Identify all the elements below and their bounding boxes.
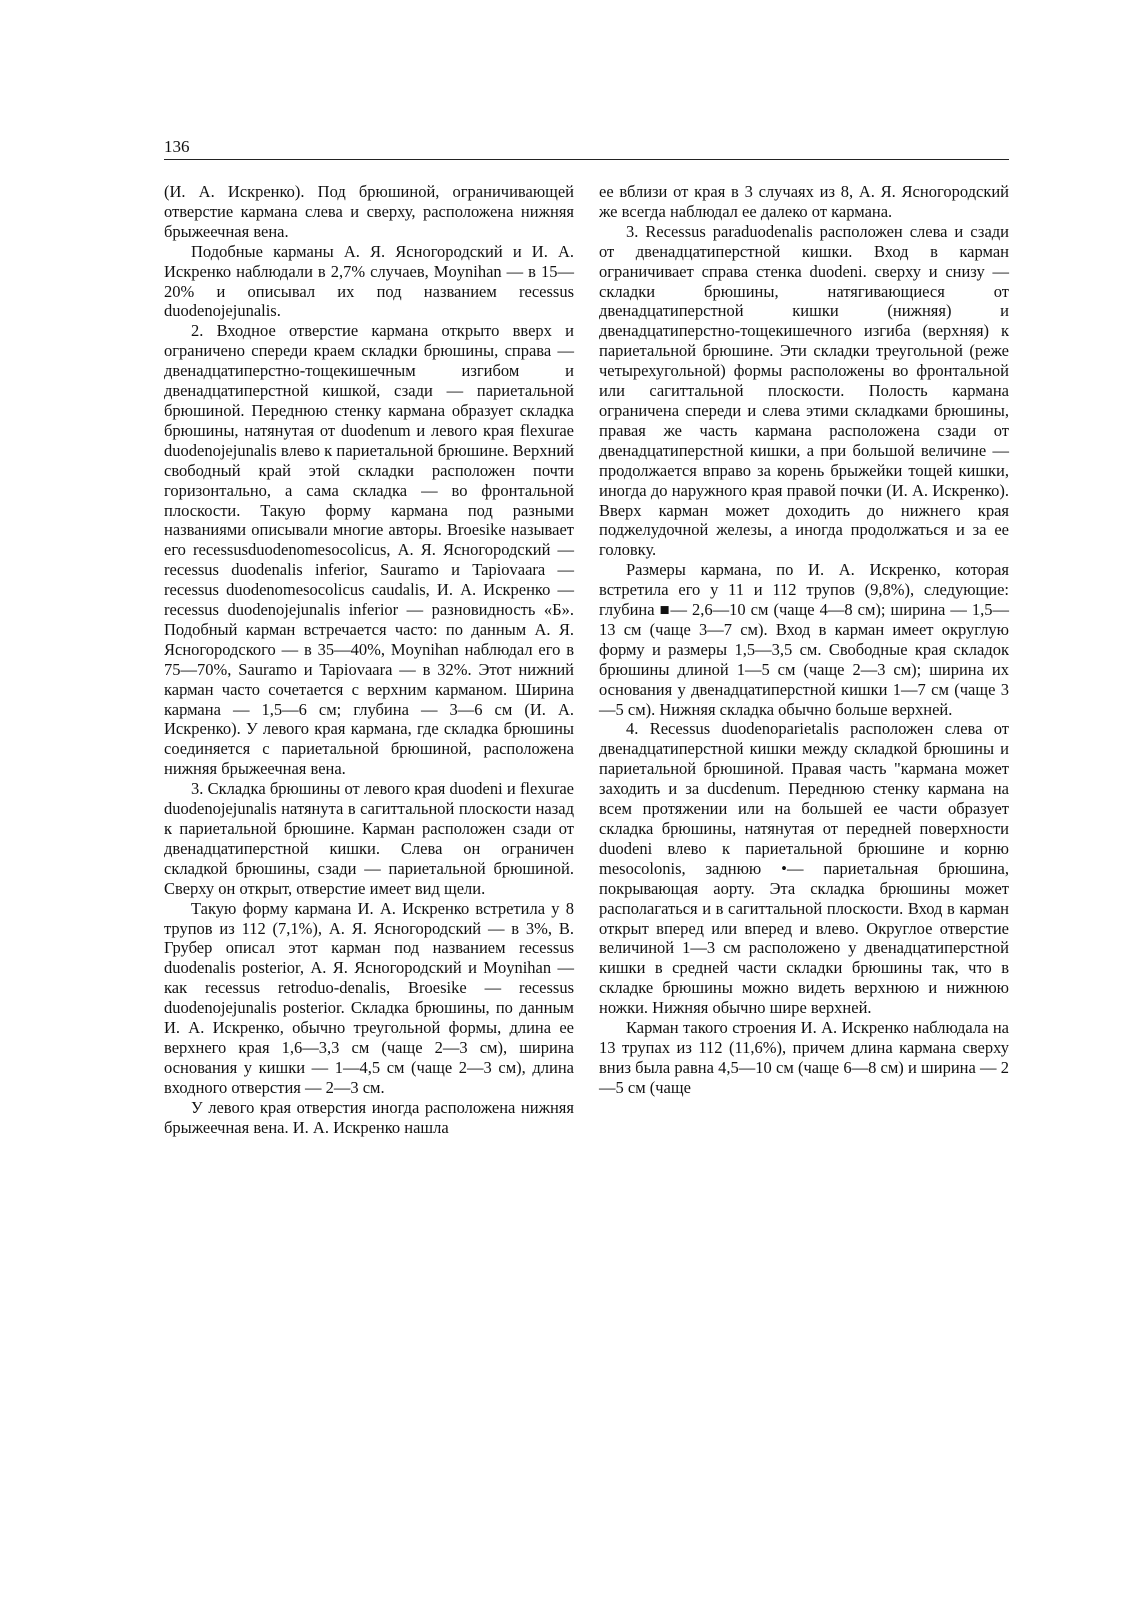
paragraph: 3. Recessus paraduodenalis расположен слева и сзади от двенадцатиперстной кишки. Вход в карман ограничивает справа стенка duodeni. сверху и снизу — складки брюшины, натягивающиеся от двенадцатиперстной кишки (нижняя) и двенадцатиперстно-тощекишечного изгиба (верхняя) к париетальной брюшине. Эти складки треугольной (реже четырехугольной) формы расположены во фронтальной или сагиттальной плоскости. Полость кармана ограничена спереди и слева этими складками брюшины, правая же часть кармана расположена сзади от двенадцатиперстной кишки, а при большой величине — продолжается вправо за корень брыжейки тощей кишки, иногда до наружного края правой почки (И. А. Искренко). Вверх карман может доходить до нижнего края поджелудочной железы, а иногда продолжаться и за ее головку. bbox=[599, 221, 1009, 560]
paragraph: У левого края отверстия иногда расположена нижняя брыжеечная вена. И. А. Искренко нашла bbox=[164, 1097, 574, 1137]
paragraph: 3. Складка брюшины от левого края duodeni и flexurae duodenojejunalis натянута в сагиттальной плоскости назад к париетальной брюшине. Карман расположен сзади от двенадцатиперстной кишки. Слева он ограничен складкой брюшины, сзади — париетальной брюшиной. Сверху он открыт, отверстие имеет вид щели. bbox=[164, 779, 574, 898]
paragraph: 4. Recessus duodenoparietalis расположен слева от двенадцатиперстной кишки между складкой брюшины и париетальной брюшиной. Правая часть "кармана может заходить и за ducdenum. Переднюю стенку кармана на всем протяжении или на большей ее части образует складка брюшины, натянутая от передней поверхности duodeni влево к париетальной брюшине и корню mesocolonis, заднюю •— париетальная брюшина, покрывающая аорту. Эта складка брюшины может располагаться и в сагиттальной плоскости. Вход в карман открыт вперед или вперед и влево. Округлое отверстие величиной 1—3 см расположено у двенадцатиперстной кишки в средней части складки брюшины так, что в складке брюшины можно видеть верхнюю и нижнюю ножки. Нижняя обычно шире верхней. bbox=[599, 719, 1009, 1018]
left-column bbox=[164, 182, 574, 1138]
paragraph: ее вблизи от края в 3 случаях из 8, А. Я. Ясногородский же всегда наблюдал ее далеко от кармана. bbox=[599, 182, 1009, 221]
paragraph: 2. Входное отверстие кармана открыто вверх и ограничено спереди краем складки брюшины, справа — двенадцатиперстно-тощекишечным изгибом и двенадцатиперстной кишкой, сзади — париетальной брюшиной. Переднюю стенку кармана образует складка брюшины, натянутая от duodenum и левого края flexurae duodenojejunalis влево к париетальной брюшине. Верхний свободный край этой складки расположен почти горизонтально, а сама складка — во фронтальной плоскости. Такую форму кармана под разными названиями описывали многие авторы. Broesike называет его recessusduodenomesocolicus, А. Я. Ясногородский — recessus duodenalis inferior, Sauramo и Tapiovaara — recessus duodenomesocolicus caudalis, И. А. Искренко — recessus duodenojejunalis inferior — разновидность «Б». Подобный карман встречается часто: по данным А. Я. Ясногородского — в 35—40%, Moynihan наблюдал его в 75—70%, Sauramo и Tapiovaara — в 32%. Этот нижний карман часто сочетается с верхним карманом. Ширина кармана — 1,5—6 см; глубина — 3—6 см (И. А. Искренко). У левого края кармана, где складка брюшины соединяется с париетальной брюшиной, расположена нижняя брыжеечная вена. bbox=[164, 321, 574, 779]
header-rule bbox=[164, 159, 1009, 160]
paragraph: Подобные карманы А. Я. Ясногородский и И. А. Искренко наблюдали в 2,7% случаев, Moynihan — в 15—20% и описывал их под названием recessus duodenojejunalis. bbox=[164, 241, 574, 321]
paragraph: Размеры кармана, по И. А. Искренко, которая встретила его у 11 и 112 трупов (9,8%), следующие: глубина ■— 2,6—10 см (чаще 4—8 см); ширина — 1,5—13 см (чаще 3—7 см). Вход в карман имеет округлую форму и размеры 1,5—3,5 см. Свободные края складок брюшины длиной 1—5 см (чаще 2—3 см); ширина их основания у двенадцатиперстной кишки 1—7 см (чаще 3—5 см). Нижняя складка обычно больше верхней. bbox=[599, 560, 1009, 719]
right-column bbox=[599, 182, 1009, 1098]
paragraph: (И. А. Искренко). Под брюшиной, ограничивающей отверстие кармана слева и сверху, расположена нижняя брыжеечная вена. bbox=[164, 182, 574, 241]
paragraph: Такую форму кармана И. А. Искренко встретила у 8 трупов из 112 (7,1%), А. Я. Ясногородский — в 3%, В. Грубер описал этот карман под названием recessus duodenalis posterior, А. Я. Ясногородский и Moynihan — как recessus retroduo-denalis, Broesike — recessus duodenojejunalis posterior. Складка брюшины, по данным И. А. Искренко, обычно треугольной формы, длина ее верхнего края 1,6—3,3 см (чаще 2—3 см), ширина основания у кишки — 1—4,5 см (чаще 2—3 см), длина входного отверстия — 2—3 см. bbox=[164, 898, 574, 1097]
paragraph: Карман такого строения И. А. Искренко наблюдала на 13 трупах из 112 (11,6%), причем длина кармана сверху вниз была равна 4,5—10 см (чаще 6—8 см) и ширина — 2—5 см (чаще bbox=[599, 1018, 1009, 1097]
page-number: 136 bbox=[164, 137, 190, 156]
